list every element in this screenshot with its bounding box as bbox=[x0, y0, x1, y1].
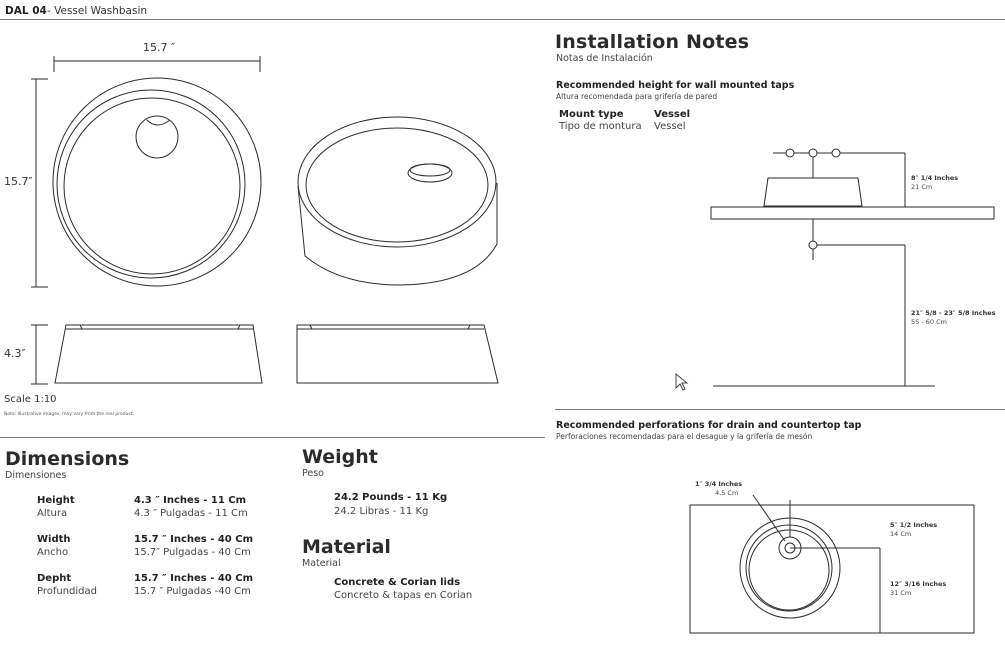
weight-subtitle: Peso bbox=[302, 468, 324, 479]
perforations-heading: Recommended perforations for drain and countertop tap bbox=[556, 420, 862, 431]
top-width-label: 15.7 ″ bbox=[143, 41, 176, 54]
taps-heading-es: Altura recomendada para grifería de pared bbox=[556, 92, 718, 101]
taps-heading: Recommended height for wall mounted taps bbox=[556, 80, 795, 91]
width-value-es: 15.7″ Pulgadas - 40 Cm bbox=[134, 547, 251, 558]
installation-subtitle: Notas de Instalación bbox=[556, 53, 653, 64]
mouse-cursor-icon bbox=[676, 374, 687, 390]
tap-height-cm: 21 Cm bbox=[911, 183, 933, 191]
mount-type-value: Vessel bbox=[654, 109, 691, 120]
height-label: Height bbox=[37, 495, 75, 506]
radius-cm: 31 Cm bbox=[890, 589, 912, 597]
disclaimer-note: Note: Illustrative images, may vary from the real product. bbox=[4, 412, 135, 417]
offset-cm: 14 Cm bbox=[890, 530, 912, 538]
product-name: - Vessel Washbasin bbox=[47, 5, 148, 17]
width-label: Width bbox=[37, 534, 71, 545]
drain-height-cm: 55 - 60 Cm bbox=[911, 318, 947, 326]
hole-size-label: 1″ 3/4 Inches bbox=[695, 480, 743, 488]
height-value-es: 4.3 ″ Pulgadas - 11 Cm bbox=[134, 508, 248, 519]
material-subtitle: Material bbox=[302, 558, 341, 569]
depth-label: Depht bbox=[37, 573, 72, 584]
weight-value-es: 24.2 Libras - 11 Kg bbox=[334, 506, 429, 517]
material-title: Material bbox=[302, 536, 391, 558]
depth-value-es: 15.7 ″ Pulgadas -40 Cm bbox=[134, 586, 251, 597]
tap-height-diagram bbox=[711, 149, 994, 386]
side-height-label: 15.7″ bbox=[4, 175, 33, 188]
height-label-es: Altura bbox=[37, 508, 68, 519]
width-value: 15.7 ″ Inches - 40 Cm bbox=[134, 534, 253, 545]
perforation-diagram bbox=[690, 495, 974, 633]
hole-size-cm: 4.5 Cm bbox=[715, 489, 739, 497]
product-code: DAL 04 bbox=[5, 5, 47, 17]
weight-value: 24.2 Pounds - 11 Kg bbox=[334, 492, 448, 503]
depth-value: 15.7 ″ Inches - 40 Cm bbox=[134, 573, 253, 584]
height-value: 4.3 ″ Inches - 11 Cm bbox=[134, 495, 247, 506]
front-profile bbox=[55, 325, 262, 383]
side-profile bbox=[297, 325, 498, 383]
dimensions-subtitle: Dimensiones bbox=[5, 470, 67, 481]
mount-type-label-es: Tipo de montura bbox=[559, 121, 642, 132]
depth-label-es: Profundidad bbox=[37, 586, 98, 597]
scale-label: Scale 1:10 bbox=[4, 394, 57, 405]
top-view-basin bbox=[53, 78, 261, 286]
perspective-basin bbox=[298, 117, 497, 285]
width-label-es: Ancho bbox=[37, 547, 69, 558]
dimensions-title: Dimensions bbox=[5, 448, 130, 470]
mount-type-label: Mount type bbox=[559, 109, 624, 120]
weight-title: Weight bbox=[302, 446, 378, 468]
tap-height-label: 8″ 1/4 Inches bbox=[911, 174, 959, 182]
installation-title: Installation Notes bbox=[555, 31, 750, 53]
perforations-heading-es: Perforaciones recomendadas para el desague y la grifería de mesón bbox=[556, 432, 813, 441]
radius-label: 12″ 3/16 Inches bbox=[890, 580, 947, 588]
profile-height-label: 4.3″ bbox=[4, 347, 26, 360]
mount-type-value-es: Vessel bbox=[654, 121, 686, 132]
material-value: Concrete & Corian lids bbox=[334, 577, 461, 588]
material-value-es: Concreto & tapas en Corian bbox=[334, 590, 473, 601]
drain-height-label: 21″ 5/8 - 23″ 5/8 Inches bbox=[911, 309, 996, 317]
offset-label: 5″ 1/2 Inches bbox=[890, 521, 938, 529]
